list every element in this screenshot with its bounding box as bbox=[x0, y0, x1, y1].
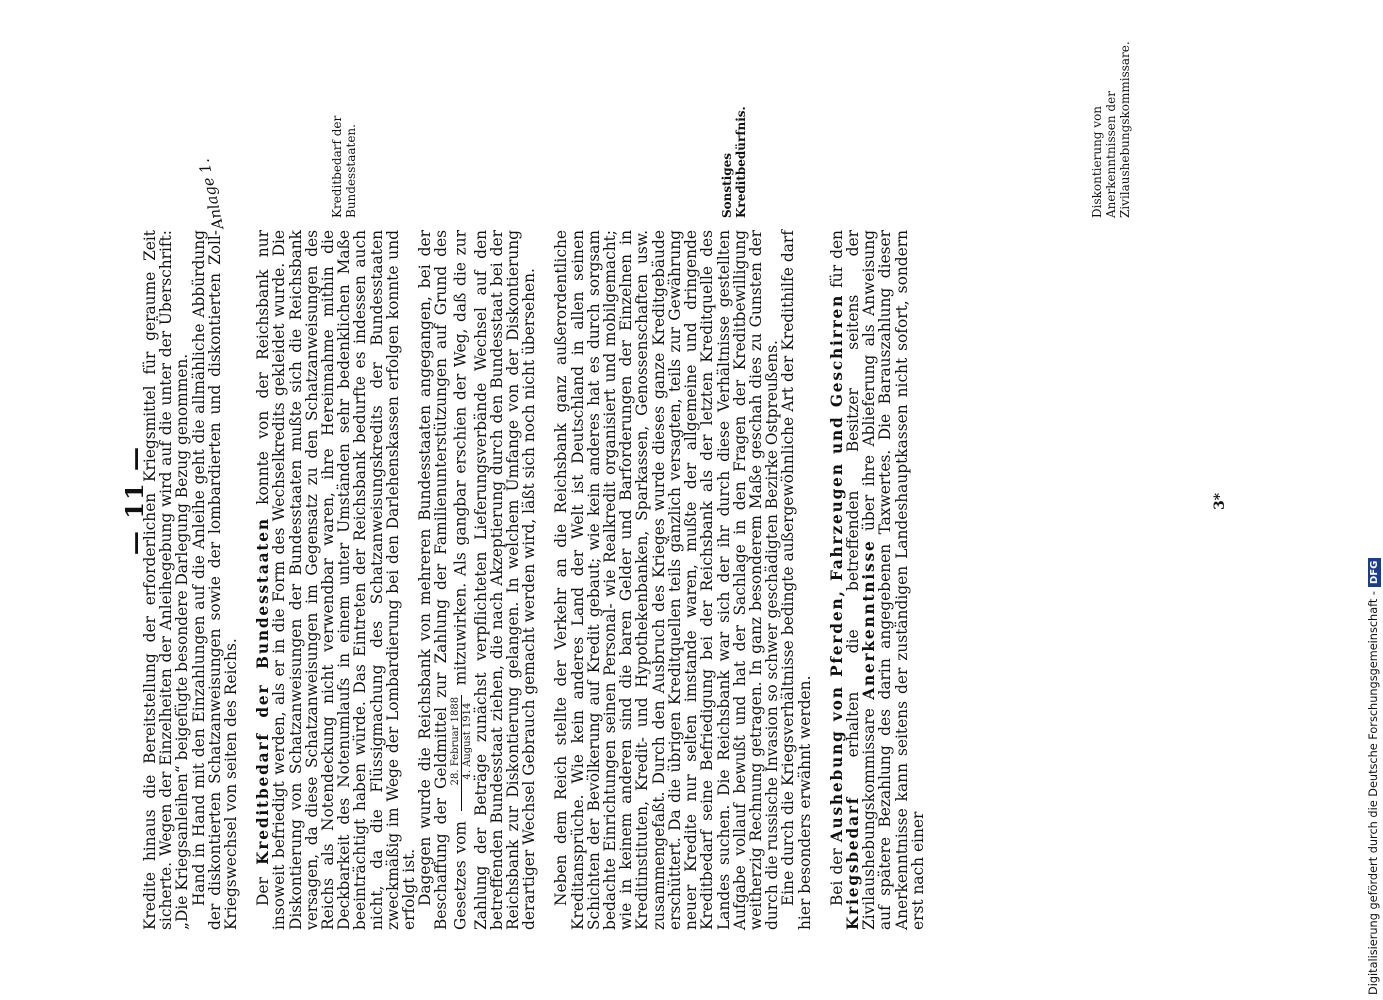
paragraph-7-mid-2: erhalten die betreffenden Besitzer seitens der Zivilaushebungskommissare bbox=[843, 230, 879, 930]
margin-note-diskontierung: Diskontierung von Anerkenntnissen der Zivilaushebungskommissare. bbox=[1090, 41, 1132, 218]
paragraph-6: Eine durch die Kriegsverhältnisse bedingte außergewöhnliche Art der Kredithilfe darf hier besonders erwähnt werden. bbox=[779, 230, 814, 930]
paragraph-7-lead: Bei der bbox=[827, 848, 846, 906]
paragraph-3-body: konnte von der Reichsbank nur insoweit befriedigt werden, als er in die Form des Wechselkredits gekleidet wurde. Die Diskontierung von Schatzanweisungen der Bundesstaaten mußte sich die Reichsbank versagen, da diese Schatzanweisungen im Gegensatz zu den Schatzanweisungen des Reichs als Notendeckung nicht verwendbar waren, ihre Hereinnahme mithin die Deckbarkeit des Notenumlaufs in einem unter Umständen sehr bedenklichen Maße beeinträchtigt haben würde. Das Eintreten der Reichsbank bedurfte es indessen auch nicht, da die Flüssigmachung des Schatzanweisungskredits der Bundesstaaten zweckmäßig im Wege der Lombardierung bei den Darlehenskassen erfolgen konnte und erfolgt ist. bbox=[254, 230, 419, 930]
fraction-numerator: 28. Februar 1888 bbox=[450, 695, 462, 811]
law-date-fraction bbox=[450, 695, 473, 811]
main-text-column bbox=[142, 230, 926, 930]
spaced-aushebung: Aushebung von Pferden, Fahrzeugen und Geschirren bbox=[827, 293, 846, 843]
margin-note-kreditbedarf: Kreditbedarf der Bundesstaaten. bbox=[330, 115, 358, 218]
paragraph-3-lead: Der bbox=[254, 877, 273, 906]
paragraph-4-lead: Dagegen wurde die Reichsbank von mehreren Bundesstaaten angegangen, bei der Beschaffung der Geldmittel zur Zahlung der Familienunterstützungen auf Grund des Gesetzes vom bbox=[416, 230, 470, 930]
digitization-credit bbox=[1367, 5, 1381, 995]
paragraph-7-mid-1: für den bbox=[827, 230, 846, 288]
paragraph-2: Hand in Hand mit den Einzahlungen auf die Anleihe geht die allmähliche Abbürdung der diskontierten Schatzanweisungen sowie der lombardierten und diskontierten Zoll-Kriegswechsel von seiten des Reichs. bbox=[189, 230, 241, 930]
spaced-kriegsbedarf: Kriegsbedarf bbox=[843, 795, 862, 930]
paragraph-3 bbox=[255, 230, 417, 930]
sheet-signature: 3* bbox=[1212, 492, 1228, 510]
paragraph-5: Neben dem Reich stellte der Verkehr an die Reichsbank ganz außerordentliche Kreditansprüche. Wie kein anderes Land der Welt ist Deutschland in allen seinen Schichten der Bevölkerung auf Kredit gebaut; wie kein anderes hat es durch sorgsam bedachte Einrichtungen seinen Personal- wie Realkredit organisiert und mobilgemacht; wie in keinem anderen sind die baren Gelder und Barforderungen der Einzelnen in Kreditinstituten, Kredit- und Hypothekenbanken, Sparkassen, Genossenschaften usw. zusammengefaßt. Durch den Ausbruch des Krieges wurde dieses ganze Kreditgebäude erschüttert. Da die übrigen Kreditquellen teils gänzlich versagten, teils zur Gewährung neuer Kredite nur selten imstande waren, mußte der allgemeine und dringende Kreditbedarf seine Befriedigung bei der Reichsbank als der letzten Kreditquelle des Landes suchen. Die Reichsbank war sich der ihr durch diese Verhältnisse gestellten Aufgabe vollauf bewußt und hat der Sachlage in den Fragen der Kreditbewilligung weitherzig Rechnung getragen. In ganz besonderem Maße geschah dies zu Gunsten der durch die russische Invasion so schwer geschädigten Bezirke Ostpreußens. bbox=[552, 230, 782, 930]
paragraph-1: Kredite hinaus die Bereitstellung der erforderlichen Kriegsmittel für geraume Zeit sicherte. Wegen der Einzelheiten der Anleihegebung wird auf die unter der Überschrift: „Die Kriegsanleihen“ beigefügte besondere Darlegung Bezug genommen. bbox=[141, 230, 192, 930]
spaced-anerkenntnisse: Anerkenntnisse bbox=[860, 539, 879, 700]
rotated-page bbox=[120, 41, 1240, 930]
annex-label: Anlage 1. bbox=[194, 157, 228, 232]
paragraph-7-body: über ihre Ablieferung als Anweisung auf spätere Bezahlung des darin angegebenen Taxwertes. Die Barauszahlung dieser Anerkenntnisse kann seitens der zuständigen Landeshauptkassen nicht sofort, sondern erst nach einer bbox=[860, 230, 927, 930]
paragraph-4 bbox=[417, 230, 537, 930]
page-number: — 11 — bbox=[120, 444, 149, 556]
paragraph-7 bbox=[829, 230, 926, 930]
spaced-heading-kreditbedarf: Kreditbedarf der Bundesstaaten bbox=[254, 517, 273, 865]
paragraph-4-body: mitzuwirken. Als gangbar erschien der Weg, daß die zur Zahlung der Beträge zunächst verpflichteten Lieferungsverbände Wechsel auf den betreffenden Bundesstaat ziehen, die nach Akzeptierung durch den Bundesstaat bei der Reichsbank zur Diskontierung gelangen. In welchem Umfange von der Diskontierung derartiger Wechsel Gebrauch gemacht werden wird, läßt sich noch nicht übersehen. bbox=[451, 230, 539, 930]
fraction-denominator: 4. August 1914 bbox=[461, 702, 473, 780]
credit-text: Digitalisierung gefördert durch die Deutsche Forschungsgemeinschaft - bbox=[1367, 590, 1380, 995]
dfg-logo: DFG bbox=[1368, 558, 1381, 587]
margin-note-sonstiges: Sonstiges Kreditbedürfnis. bbox=[720, 106, 748, 218]
